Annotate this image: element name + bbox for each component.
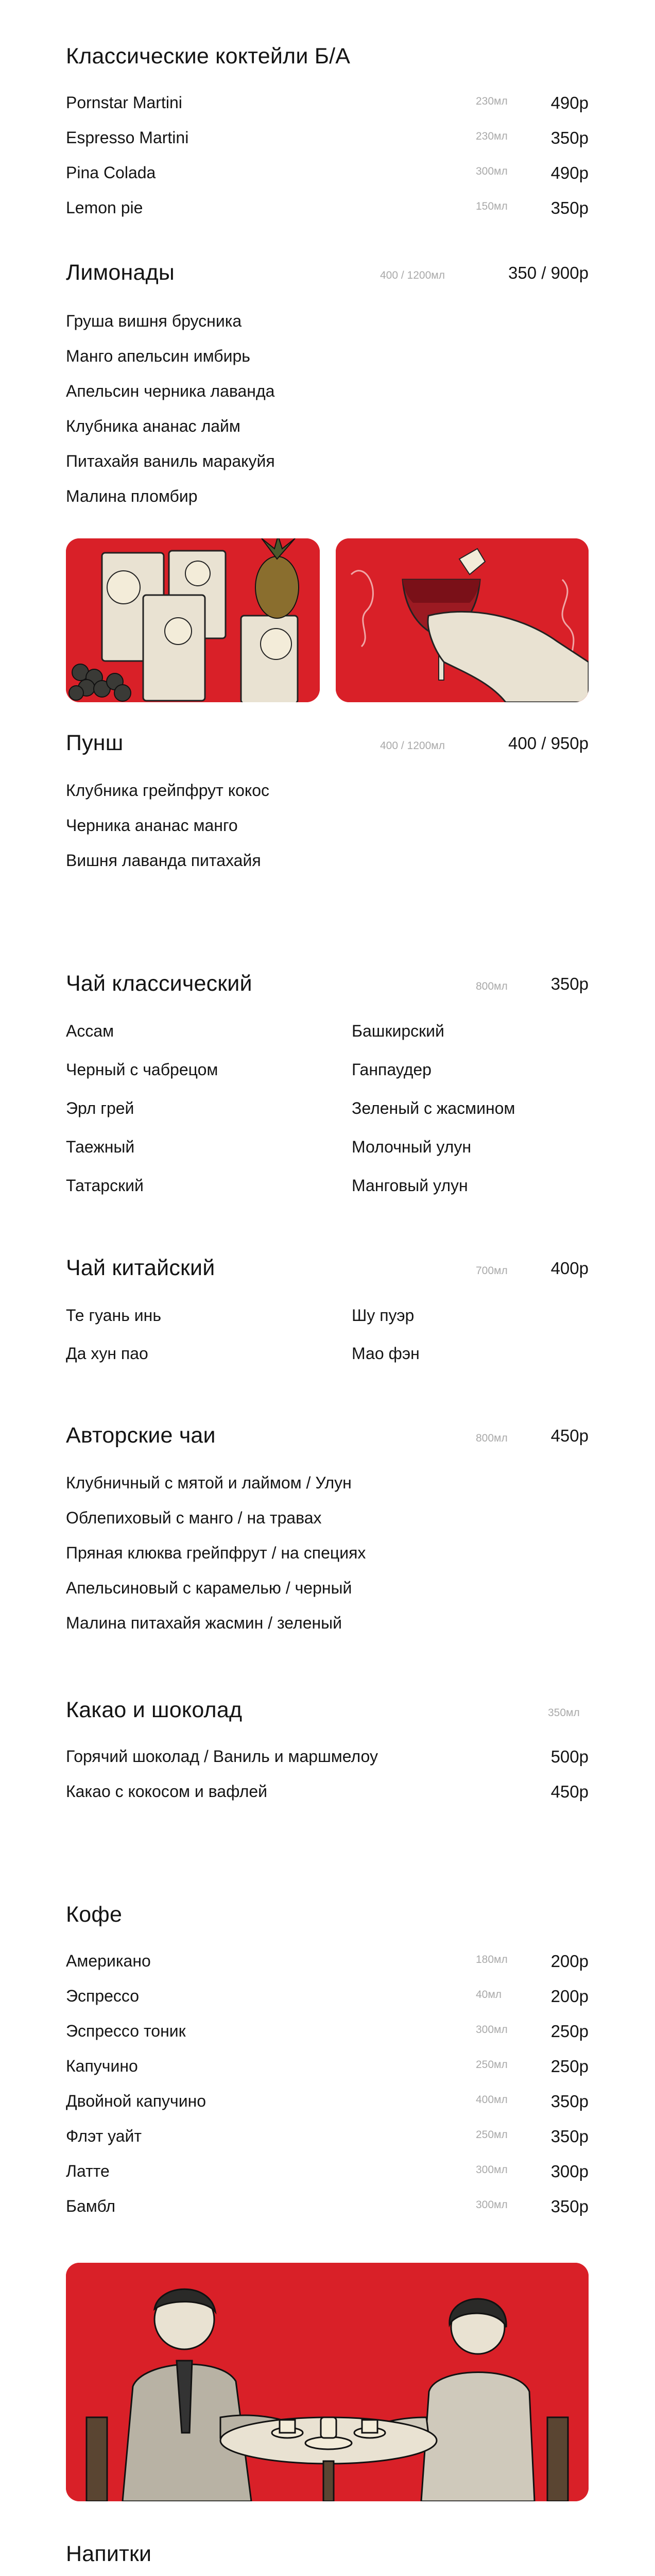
list-item: Питахайя ваниль маракуйя <box>66 452 275 470</box>
item-name: Латте <box>66 2162 110 2180</box>
section-volume: 350мл <box>548 1707 580 1719</box>
list-item: Черный с чабрецом <box>66 1060 218 1079</box>
item-volume: 250мл <box>476 2059 508 2071</box>
list-item: Ганпаудер <box>352 1060 432 1079</box>
item-volume: 300мл <box>476 2164 508 2176</box>
item-name: Эспрессо <box>66 1987 140 2005</box>
menu-row <box>66 2127 589 2147</box>
item-volume: 230мл <box>476 95 508 107</box>
item-volume: 40мл <box>476 1989 502 2001</box>
item-price: 450р <box>550 1782 589 1801</box>
menu-row <box>66 2197 589 2217</box>
menu-row <box>66 128 589 149</box>
section-title: Чай классический <box>66 971 252 996</box>
item-price: 490р <box>550 163 589 182</box>
menu-row <box>66 2022 589 2042</box>
section-title: Пунш <box>66 731 124 755</box>
menu-row <box>66 198 589 219</box>
list-item: Малина пломбир <box>66 487 198 505</box>
item-volume: 150мл <box>476 200 508 212</box>
list-item: Мао фэн <box>352 1344 420 1363</box>
list-item: Апельсин черника лаванда <box>66 382 275 400</box>
section-price: 400 / 950р <box>508 734 589 753</box>
list-item: Черника ананас манго <box>66 816 238 835</box>
item-name: Флэт уайт <box>66 2127 142 2145</box>
item-volume: 180мл <box>476 1954 508 1965</box>
item-name: Pina Colada <box>66 163 156 182</box>
section-title: Чай китайский <box>66 1256 215 1280</box>
list-item: Малина питахайя жасмин / зеленый <box>66 1614 342 1632</box>
list-item: Таежный <box>66 1138 135 1156</box>
section-price: 350р <box>550 974 589 993</box>
section-volume: 800мл <box>476 980 508 992</box>
menu-row <box>66 2092 589 2112</box>
list-item: Да хун пао <box>66 1344 148 1363</box>
list-item: Ассам <box>66 1022 114 1040</box>
section-title: Напитки <box>66 2541 152 2566</box>
item-price: 490р <box>550 93 589 112</box>
item-price: 350р <box>550 2127 589 2146</box>
section-tea-classic <box>66 971 589 1198</box>
item-volume: 300мл <box>476 2024 508 2036</box>
list-item: Клубника ананас лайм <box>66 417 240 435</box>
menu-row <box>66 1747 589 1768</box>
item-name: Espresso Martini <box>66 128 189 147</box>
section-lemonades <box>66 260 589 513</box>
item-name: Какао с кокосом и вафлей <box>66 1782 268 1801</box>
item-price: 200р <box>550 1952 589 1971</box>
list-item: Башкирский <box>352 1022 444 1040</box>
menu-row <box>66 163 589 184</box>
section-cocoa <box>66 1698 589 1801</box>
section-title: Кофе <box>66 1902 123 1927</box>
item-price: 250р <box>550 2057 589 2076</box>
section-tea-author <box>66 1423 589 1639</box>
item-name: Pornstar Martini <box>66 93 182 112</box>
item-volume: 250мл <box>476 2129 508 2141</box>
list-item: Пряная клюква грейпфрут / на специях <box>66 1544 366 1562</box>
list-item: Татарский <box>66 1176 144 1195</box>
section-title: Авторские чаи <box>66 1423 216 1448</box>
item-price: 250р <box>550 2022 589 2041</box>
menu-row <box>66 1782 589 1803</box>
section-coffee <box>66 1902 589 2232</box>
couple-cafe-table-illustration <box>66 2263 589 2501</box>
section-price: 400р <box>550 1259 589 1278</box>
item-price: 200р <box>550 1987 589 2006</box>
list-item: Апельсиновый с карамелью / черный <box>66 1579 352 1597</box>
item-price: 350р <box>550 128 589 147</box>
list-item: Клубничный с мятой и лаймом / Улун <box>66 1473 352 1492</box>
section-price: 450р <box>550 1426 589 1445</box>
section-volume: 800мл <box>476 1432 508 1444</box>
item-price: 350р <box>550 2197 589 2216</box>
list-item: Вишня лаванда питахайя <box>66 851 261 870</box>
item-price: 300р <box>550 2162 589 2181</box>
item-name: Американо <box>66 1952 151 1970</box>
item-volume: 400мл <box>476 2094 508 2106</box>
menu-row <box>66 2162 589 2182</box>
menu-row <box>66 1987 589 2007</box>
list-item: Груша вишня брусника <box>66 312 242 330</box>
list-item: Шу пуэр <box>352 1306 415 1325</box>
list-item: Молочный улун <box>352 1138 471 1156</box>
section-drinks <box>66 2541 589 2576</box>
item-price: 350р <box>550 198 589 217</box>
section-volume: 400 / 1200мл <box>380 269 445 281</box>
item-name: Двойной капучино <box>66 2092 206 2110</box>
section-cocktails <box>66 44 589 229</box>
list-item: Зеленый с жасмином <box>352 1099 515 1117</box>
list-item: Эрл грей <box>66 1099 134 1117</box>
hand-cocktail-glass-illustration <box>336 538 589 702</box>
item-name: Горячий шоколад / Ваниль и маршмелоу <box>66 1747 378 1766</box>
list-item: Те гуань инь <box>66 1306 161 1325</box>
section-title: Какао и шоколад <box>66 1698 243 1722</box>
section-title: Классические коктейли Б/А <box>66 44 351 69</box>
menu-row <box>66 1952 589 1972</box>
item-volume: 300мл <box>476 165 508 177</box>
item-price: 350р <box>550 2092 589 2111</box>
item-name: Капучино <box>66 2057 138 2075</box>
menu-row <box>66 2057 589 2077</box>
list-item: Облепиховый с манго / на травах <box>66 1509 322 1527</box>
item-name: Lemon pie <box>66 198 143 217</box>
item-name: Эспрессо тоник <box>66 2022 186 2040</box>
list-item: Манговый улун <box>352 1176 468 1195</box>
menu-row <box>66 93 589 114</box>
item-volume: 230мл <box>476 130 508 142</box>
section-volume: 700мл <box>476 1265 508 1277</box>
item-name: Бамбл <box>66 2197 115 2215</box>
item-price: 500р <box>550 1747 589 1766</box>
section-tea-chinese <box>66 1256 589 1363</box>
list-item: Клубника грейпфрут кокос <box>66 781 270 800</box>
section-price: 350 / 900р <box>508 263 589 282</box>
item-volume: 300мл <box>476 2199 508 2211</box>
lemonade-glasses-illustration <box>66 538 320 702</box>
section-title: Лимонады <box>66 260 175 285</box>
section-punch <box>66 731 589 875</box>
list-item: Манго апельсин имбирь <box>66 347 250 365</box>
section-volume: 400 / 1200мл <box>380 740 445 752</box>
